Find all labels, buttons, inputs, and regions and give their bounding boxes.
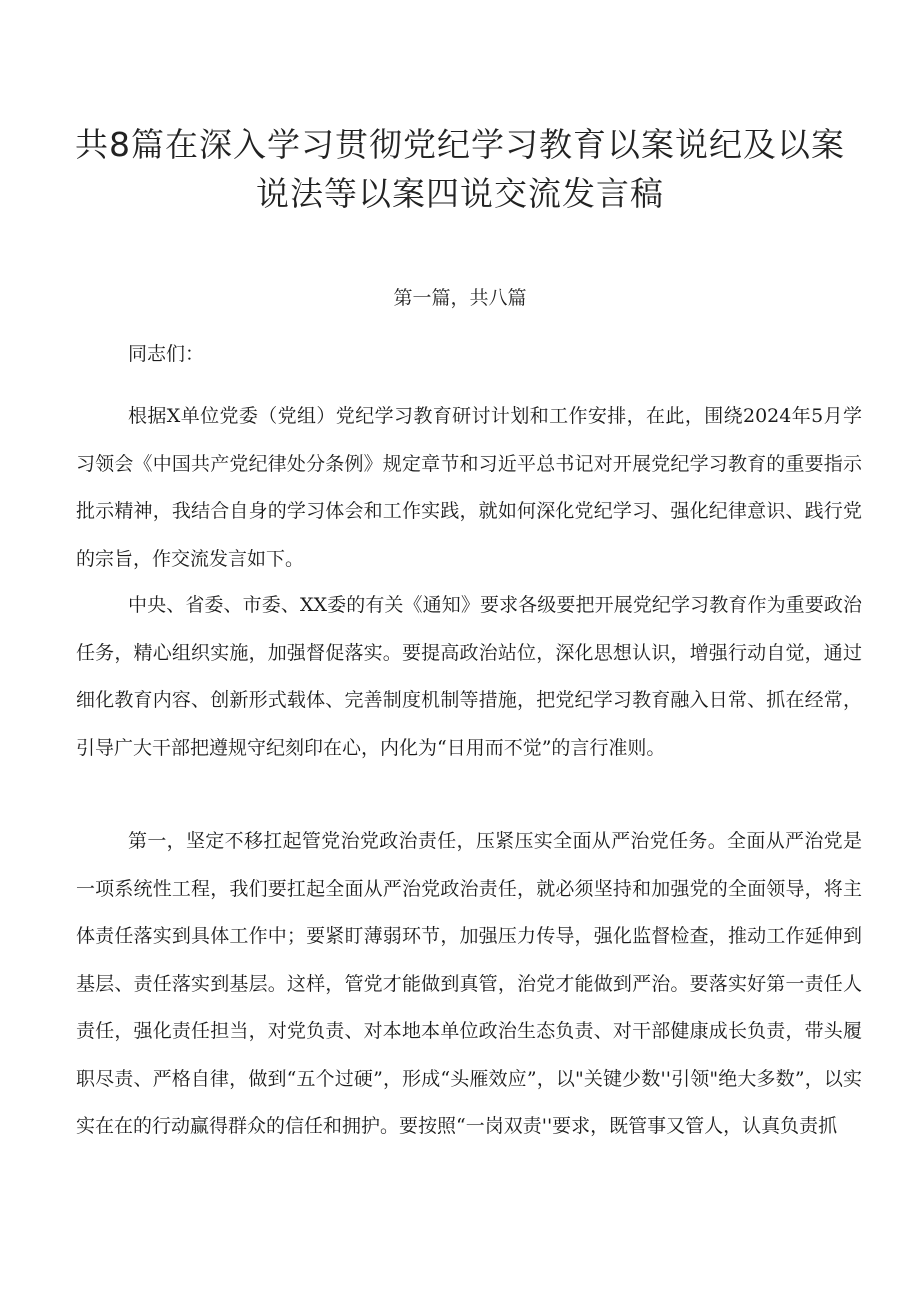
paragraph: 第一，坚定不移扛起管党治党政治责任，压紧压实全面从严治党任务。全面从严治党是一项系统性工程，我们要扛起全面从严治党政治责任，就必须坚持和加强党的全面领导，将主体责任落实到具体工作中；要紧盯薄弱环节，加强压力传导，强化监督检查，推动工作延伸到基层、责任落实到基层。这样，管党才能做到真管，治党才能做到严治。要落实好第一责任人责任，强化责任担当，对党负责、对本地本单位政治生态负责、对干部健康成长负责，带头履职尽责、严格自律，做到“五个过硬”，形成“头雁效应”，以"关键少数''引领"绝大多数”，以实实在在的行动赢得群众的信任和拥护。要按照“一岗双责''要求，既管事又管人，认真负责抓 — [76, 830, 862, 1137]
section-heading: 第一篇，共八篇 — [393, 287, 527, 309]
salutation: 同志们： — [128, 343, 205, 365]
paragraph: 中央、省委、市委、XX委的有关《通知》要求各级要把开展党纪学习教育作为重要政治任务，精心组织实施，加强督促落实。要提高政治站位，深化思想认识，增强行动自觉，通过细化教育内容、创新形式载体、完善制度机制等措施，把党纪学习教育融入日常、抓在经常，引导广大干部把遵规守纪刻印在心，内化为“日用而不觉”的言行准则。 — [76, 594, 862, 759]
document-title: 共8篇在深入学习贯彻党纪学习教育以案说纪及以案说法等以案四说交流发言稿 — [75, 125, 845, 213]
paragraph: 根据X单位党委（党组）党纪学习教育研讨计划和工作安排，在此，围绕2024年5月学习领会《中国共产党纪律处分条例》规定章节和习近平总书记对开展党纪学习教育的重要指示批示精神，我结合自身的学习体会和工作实践，就如何深化党纪学习、强化纪律意识、践行党的宗旨，作交流发言如下。 — [76, 405, 862, 570]
